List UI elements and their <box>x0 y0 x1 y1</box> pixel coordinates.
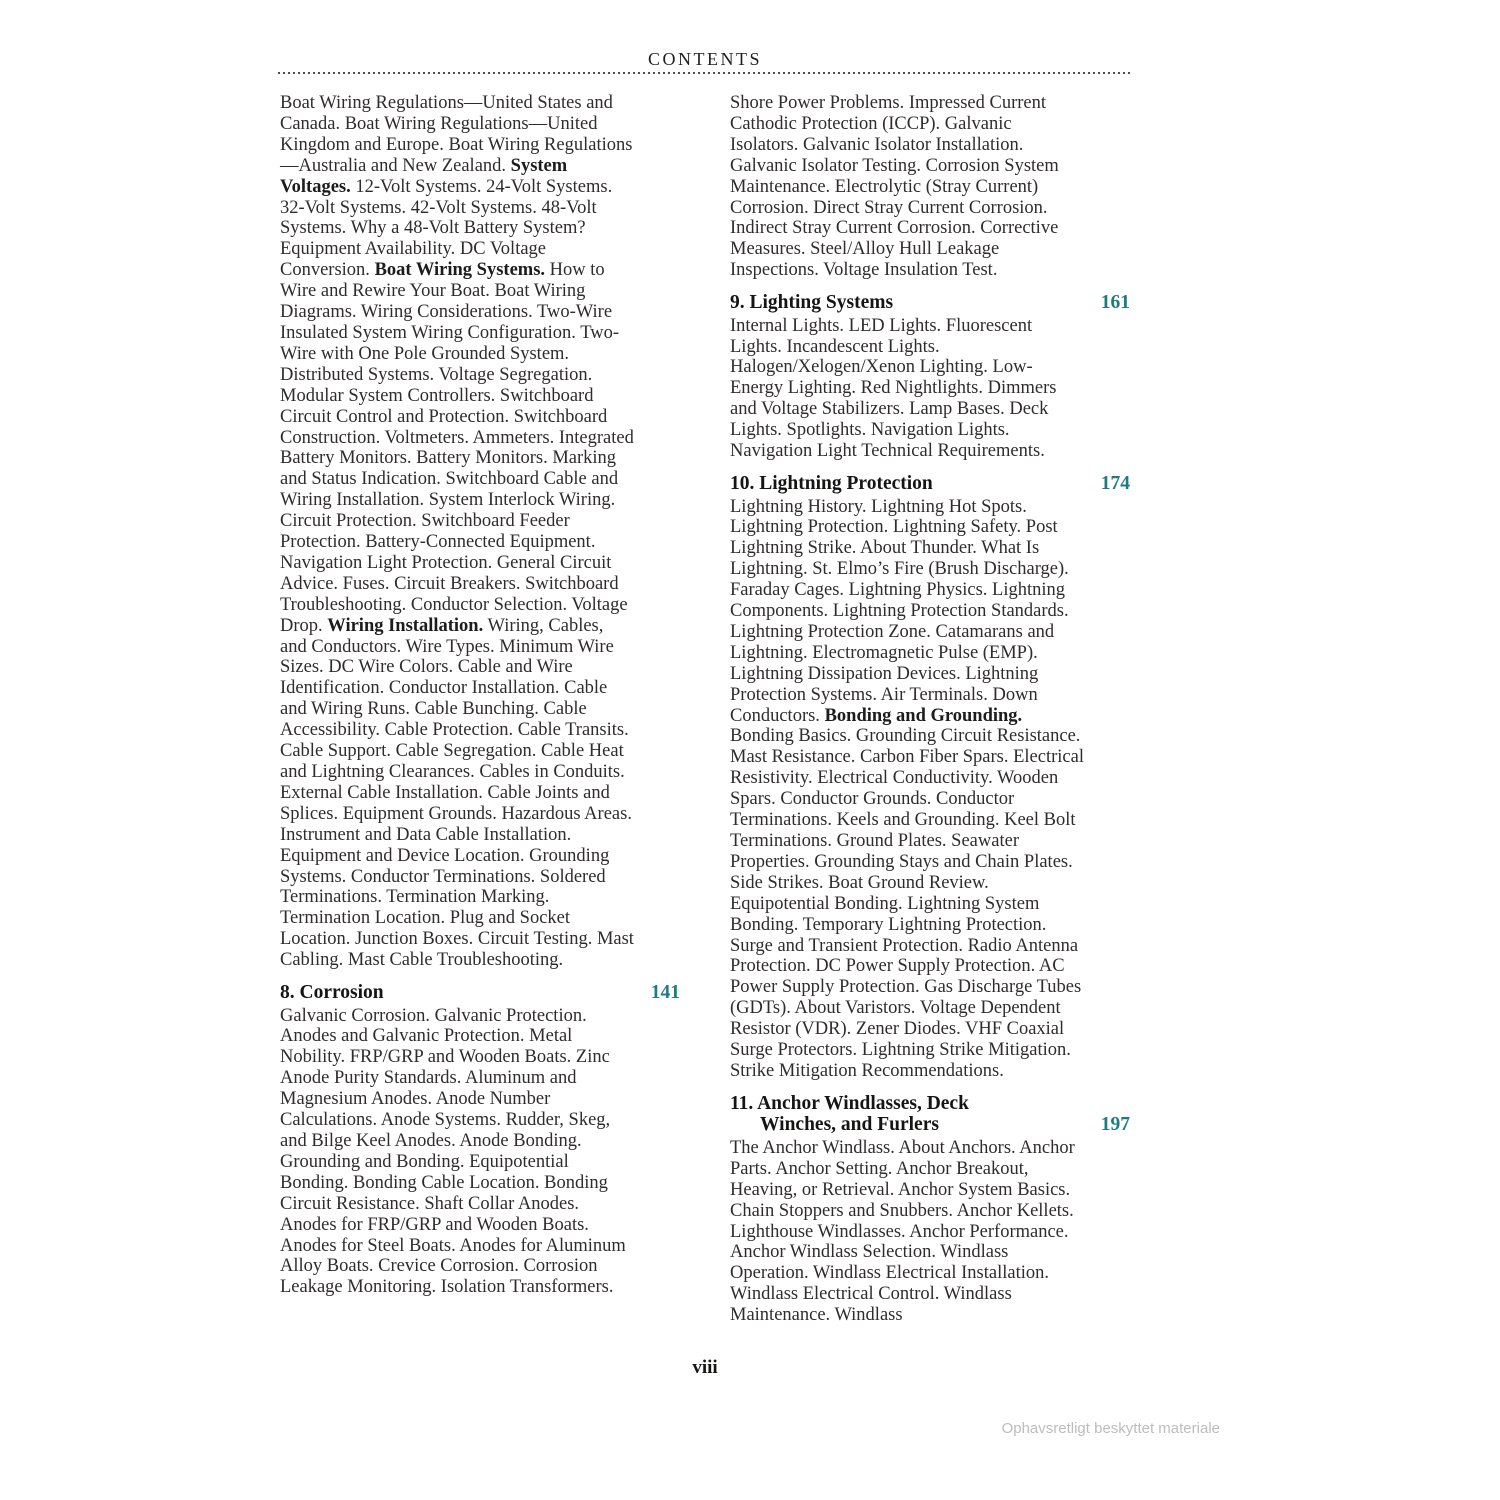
chapter-page-number: 174 <box>1100 473 1130 494</box>
chapter-title: 10. Lightning Protection <box>730 473 933 494</box>
copyright-watermark: Ophavsretligt beskyttet materiale <box>1001 1420 1220 1437</box>
chapter-title: 8. Corrosion <box>280 982 384 1004</box>
chapter-topics: Boat Wiring Regulations—United States and Canada. Boat Wiring Regulations—United Kingdom and Europe. Boat Wiring Regulations—Australia and New Zealand. System Voltages. 12-Volt Systems. 24-Volt Systems. 32-Volt Systems. 42-Volt Systems. 48-Volt Systems. Why a 48-Volt Battery System? Equipment Availability. DC Voltage Conversion. Boat Wiring Systems. How to Wire and Rewire Your Boat. Boat Wiring Diagrams. Wiring Considerations. Two-Wire Insulated System Wiring Configuration. Two-Wire with One Pole Grounded System. Distributed Systems. Voltage Segregation. Modular System Controllers. Switchboard Circuit Control and Protection. Switchboard Construction. Voltmeters. Ammeters. Integrated Battery Monitors. Battery Monitors. Marking and Status Indication. Switchboard Cable and Wiring Installation. System Interlock Wiring. Circuit Protection. Switchboard Feeder Protection. Battery-Connected Equipment. Navigation Light Protection. General Circuit Advice. Fuses. Circuit Breakers. Switchboard Troubleshooting. Conductor Selection. Voltage Drop. Wiring Installation. Wiring, Cables, and Conductors. Wire Types. Minimum Wire Sizes. DC Wire Colors. Cable and Wire Identification. Conductor Installation. Cable and Wiring Runs. Cable Bunching. Cable Accessibility. Cable Protection. Cable Transits. Cable Support. Cable Segregation. Cable Heat and Lightning Clearances. Cables in Conduits. External Cable Installation. Cable Joints and Splices. Equipment Grounds. Hazardous Areas. Instrument and Data Cable Installation. Equipment and Device Location. Grounding Systems. Conductor Terminations. Soldered Terminations. Termination Marking. Termination Location. Plug and Socket Location. Junction Boxes. Circuit Testing. Mast Cabling. Mast Cable Troubleshooting. <box>280 93 634 971</box>
chapter-page-number: 141 <box>650 982 680 1004</box>
chapter-page-number: 197 <box>1100 1114 1130 1136</box>
chapter-topics: Galvanic Corrosion. Galvanic Protection. Anodes and Galvanic Protection. Metal Nobility. FRP/GRP and Wooden Boats. Zinc Anode Purity Standards. Aluminum and Magnesium Anodes. Anode Number Calculations. Anode Systems. Rudder, Skeg, and Bilge Keel Anodes. Anode Bonding. Grounding and Bonding. Equipotential Bonding. Bonding Cable Location. Bonding Circuit Resistance. Shaft Collar Anodes. Anodes for FRP/GRP and Wooden Boats. Anodes for Steel Boats. Anodes for Aluminum Alloy Boats. Crevice Corrosion. Corrosion Leakage Monitoring. Isolation Transformers. <box>280 1005 626 1298</box>
chapter-heading <box>730 473 1130 495</box>
chapter-title: 11. Anchor Windlasses, Deck Winches, and Furlers <box>730 1092 969 1136</box>
chapter-heading <box>730 292 1130 314</box>
chapter-topics: Shore Power Problems. Impressed Current Cathodic Protection (ICCP). Galvanic Isolators. Galvanic Isolator Installation. Galvanic Isolator Testing. Corrosion System Maintenance. Electrolytic (Stray Current) Corrosion. Direct Stray Current Corrosion. Indirect Stray Current Corrosion. Corrective Measures. Steel/Alloy Hull Leakage Inspections. Voltage Insulation Test. <box>730 93 1059 281</box>
chapter-heading <box>730 1093 1130 1136</box>
chapter-topics: Internal Lights. LED Lights. Fluorescent Lights. Incandescent Lights. Halogen/Xelogen/Xenon Lighting. Low-Energy Lighting. Red Nightlights. Dimmers and Voltage Stabilizers. Lamp Bases. Deck Lights. Spotlights. Navigation Lights. Navigation Light Technical Requirements. <box>730 315 1057 462</box>
page-title: CONTENTS <box>648 49 762 69</box>
chapter-page-number: 161 <box>1100 292 1130 314</box>
chapter-topics: Lightning History. Lightning Hot Spots. Lightning Protection. Lightning Safety. Post Lightning Strike. About Thunder. What Is Lightning. St. Elmo’s Fire (Brush Discharge). Faraday Cages. Lightning Physics. Lightning Components. Lightning Protection Standards. Lightning Protection Zone. Catamarans and Lightning. Electromagnetic Pulse (EMP). Lightning Dissipation Devices. Lightning Protection Systems. Air Terminals. Down Conductors. Bonding and Grounding. Bonding Basics. Grounding Circuit Resistance. Mast Resistance. Carbon Fiber Spars. Electrical Resistivity. Electrical Conductivity. Wooden Spars. Conductor Grounds. Conductor Terminations. Keels and Grounding. Keel Bolt Terminations. Ground Plates. Seawater Properties. Grounding Stays and Chain Plates. Side Strikes. Boat Ground Review. Equipotential Bonding. Lightning System Bonding. Temporary Lightning Protection. Surge and Transient Protection. Radio Antenna Protection. DC Power Supply Protection. AC Power Supply Protection. Gas Discharge Tubes (GDTs). About Varistors. Voltage Dependent Resistor (VDR). Zener Diodes. VHF Coaxial Surge Protectors. Lightning Strike Mitigation. Strike Mitigation Recommendations. <box>730 496 1084 1081</box>
header-rule <box>278 72 1131 74</box>
page-number: viii <box>692 1357 718 1378</box>
toc-column-right <box>730 93 1130 1326</box>
toc-column-left <box>280 93 680 1326</box>
chapter-title: 9. Lighting Systems <box>730 292 894 314</box>
chapter-topics: The Anchor Windlass. About Anchors. Anchor Parts. Anchor Setting. Anchor Breakout, Heaving, or Retrieval. Anchor System Basics. Chain Stoppers and Snubbers. Anchor Kellets. Lighthouse Windlasses. Anchor Performance. Anchor Windlass Selection. Windlass Operation. Windlass Electrical Installation. Windlass Electrical Control. Windlass Maintenance. Windlass <box>730 1137 1075 1326</box>
chapter-heading <box>280 982 680 1004</box>
toc-columns <box>280 93 1130 1326</box>
